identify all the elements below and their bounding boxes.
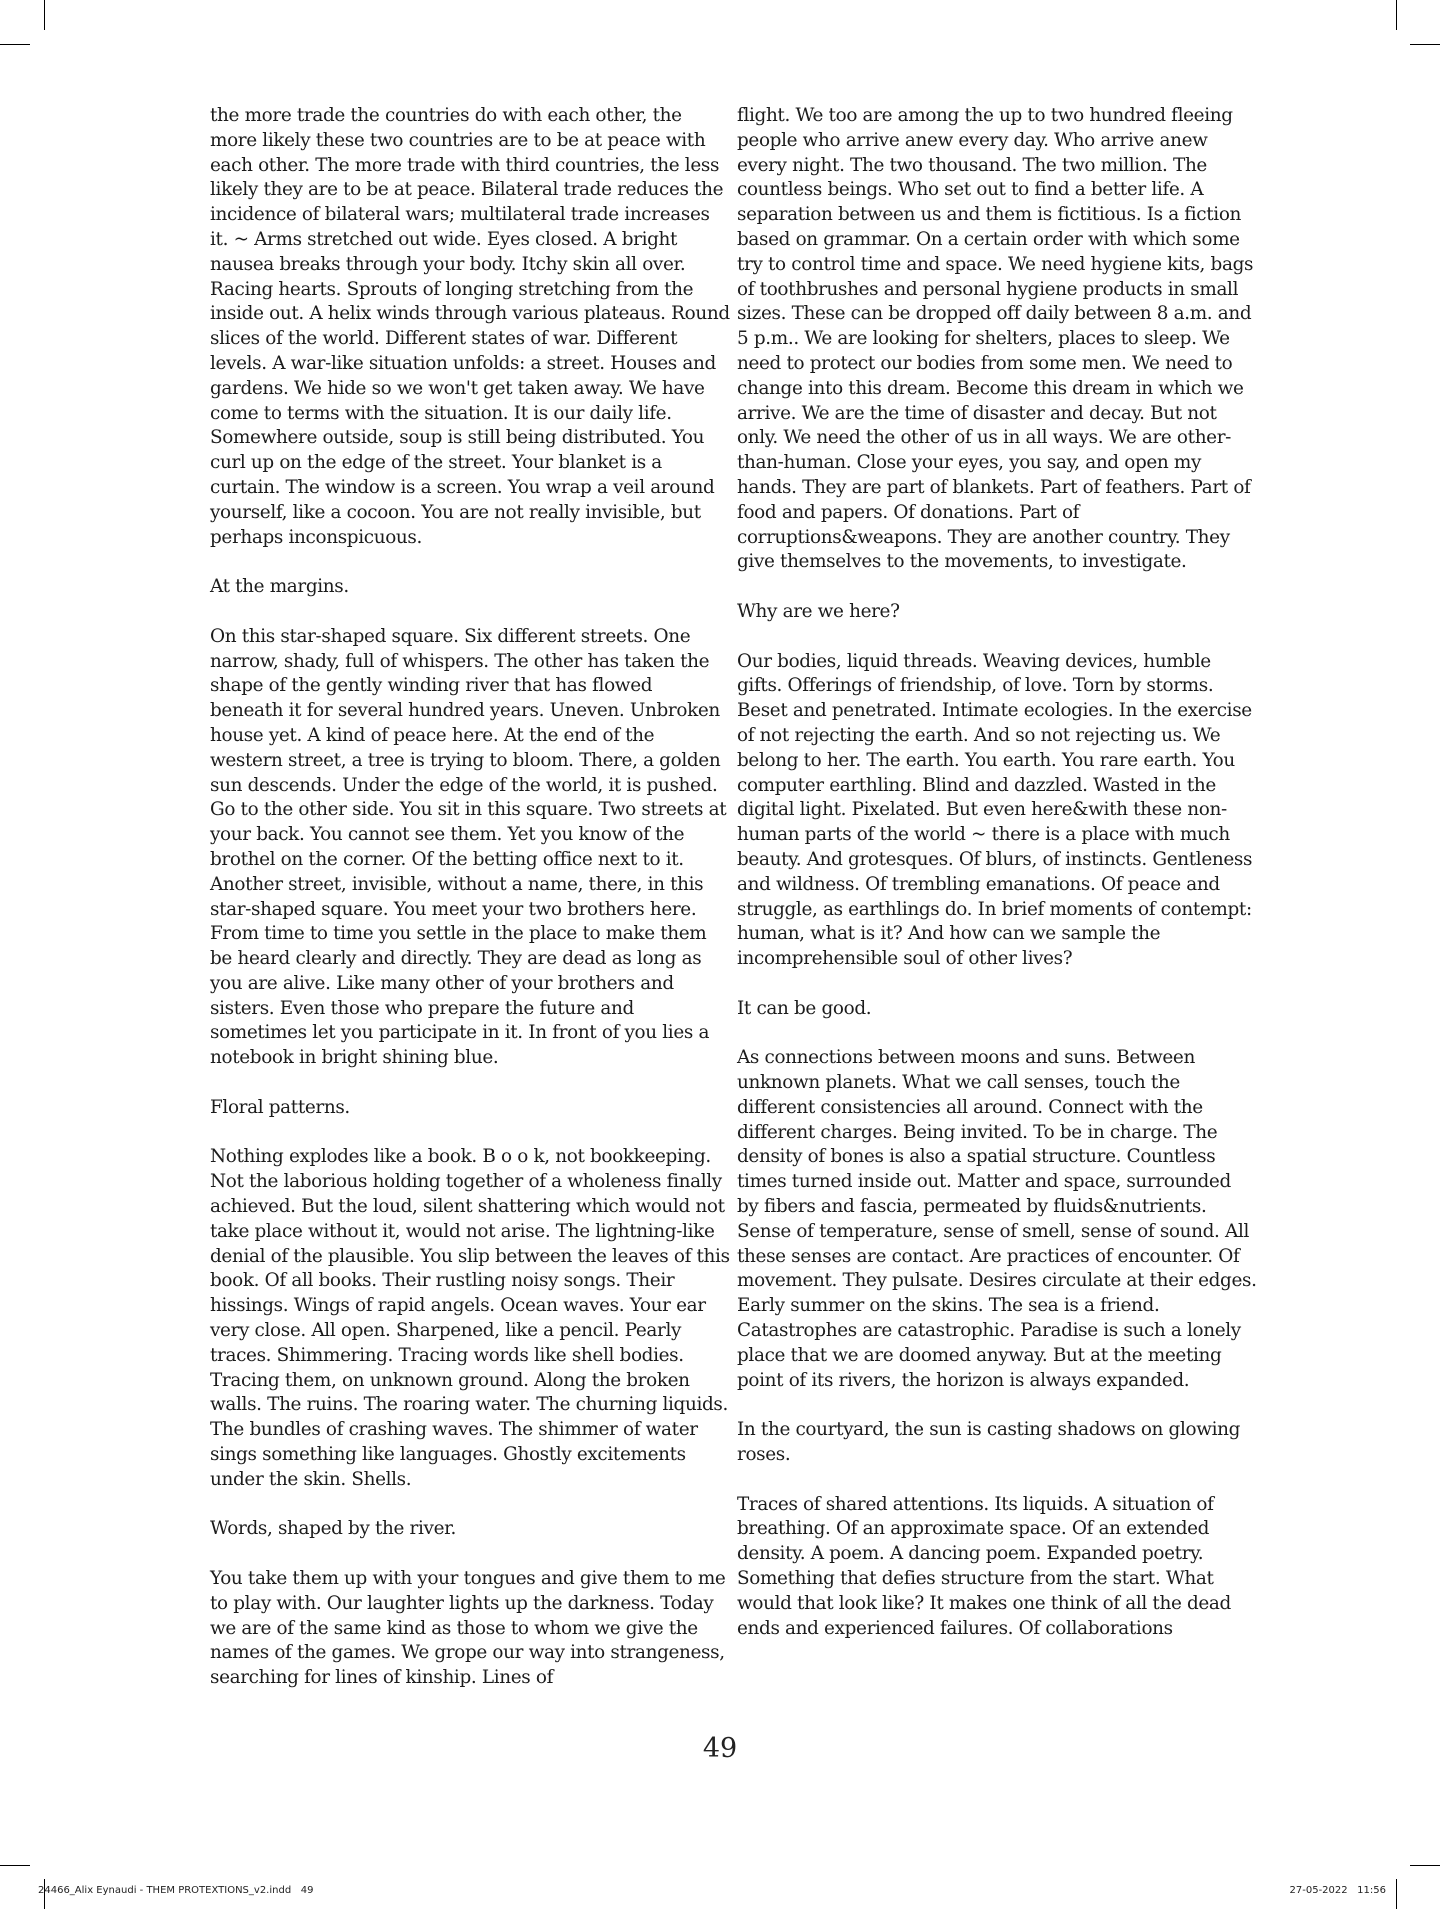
paragraph: Traces of shared attentions. Its liquids. A situation of breathing. Of an approximate space. Of an extended density. A poem. A dancing poem. Expanded poetry. Something that defies structure from the start. What would that look like? It makes one think of all the dead ends and experienced failures. Of collaborations bbox=[737, 1493, 1231, 1639]
paragraph: the more trade the countries do with each other, the more likely these two countries are to be at peace with each other. The more trade with third countries, the less likely they are to be at peace. Bilateral trade reduces the incidence of bilateral wars; multilateral trade increases it. ~ Arms stretched out wide. Eyes closed. A bright nausea breaks through your body. Itchy skin all over. Racing hearts. Sprouts of longing stretching from the inside out. A helix winds through various plateaus. Round slices of the world. Different states of war. Different levels. A war-like situation unfolds: a street. Houses and gardens. We hide so we won't get taken away. We have come to terms with the situation. It is our daily life. Somewhere outside, soup is still being distributed. You curl up on the edge of the street. Your blanket is a curtain. The window is a screen. You wrap a veil around yourself, like a cocoon. You are not really invisible, but perhaps inconspicuous. bbox=[210, 105, 730, 548]
crop-mark-top-right-vertical bbox=[1396, 0, 1397, 30]
paragraph: Floral patterns. bbox=[210, 1096, 350, 1118]
right-text-column bbox=[737, 104, 1257, 1666]
paragraph: flight. We too are among the up to two hundred fleeing people who arrive anew every day. Who arrive anew every night. The two thousand. The two million. The countless beings. Who set out to find a better life. A separation between us and them is fictitious. Is a fiction based on grammar. On a certain order with which some try to control time and space. We need hygiene kits, bags of toothbrushes and personal hygiene products in small sizes. These can be dropped off daily between 8 a.m. and 5 p.m.. We are looking for shelters, places to sleep. We need to protect our bodies from some men. We need to change into this dream. Become this dream in which we arrive. We are the time of disaster and decay. But not only. We need the other of us in all ways. We are other-than-human. Close your eyes, you say, and open my hands. They are part of blankets. Part of feathers. Part of food and papers. Of donations. Part of corruptions&weapons. They are another country. They give themselves to the movements, to investigate. bbox=[737, 105, 1254, 573]
left-text-column bbox=[210, 104, 730, 1716]
paragraph: As connections between moons and suns. Between unknown planets. What we call senses, touch the different consistencies all around. Connect with the different charges. Being invited. To be in charge. The density of bones is also a spatial structure. Countless times turned inside out. Matter and space, surrounded by fibers and fascia, permeated by fluids&nutrients. Sense of temperature, sense of smell, sense of sound. All these senses are contact. Are practices of encounter. Of movement. They pulsate. Desires circulate at their edges. Early summer on the skins. The sea is a friend. Catastrophes are catastrophic. Paradise is such a lonely place that we are doomed anyway. But at the meeting point of its rivers, the horizon is always expanded. bbox=[737, 1047, 1257, 1391]
crop-mark-bottom-left-horizontal bbox=[0, 1865, 30, 1866]
print-slug-timestamp: 27-05-2022 11:56 bbox=[1289, 1885, 1386, 1896]
crop-mark-bottom-right-horizontal bbox=[1410, 1865, 1440, 1866]
paragraph: Our bodies, liquid threads. Weaving devices, humble gifts. Offerings of friendship, of love. Torn by storms. Beset and penetrated. Intimate ecologies. In the exercise of not rejecting the earth. And so not rejecting us. We belong to her. The earth. You earth. You rare earth. You computer earthling. Blind and dazzled. Wasted in the digital light. Pixelated. But even here&with these non-human parts of the world ~ there is a place with much beauty. And grotesques. Of blurs, of instincts. Gentleness and wildness. Of trembling emanations. Of peace and struggle, as earthlings do. In brief moments of contempt: human, what is it? And how can we sample the incomprehensible soul of other lives? bbox=[737, 650, 1253, 970]
paragraph: It can be good. bbox=[737, 997, 872, 1019]
paragraph: In the courtyard, the sun is casting shadows on glowing roses. bbox=[737, 1419, 1241, 1466]
paragraph: Words, shaped by the river. bbox=[210, 1518, 457, 1540]
print-slug-filename: 24466_Alix Eynaudi - THEM PROTEXTIONS_v2.indd 49 bbox=[38, 1885, 314, 1896]
paragraph: Why are we here? bbox=[737, 600, 900, 622]
page-number: 49 bbox=[702, 1733, 738, 1764]
paragraph: On this star-shaped square. Six different streets. One narrow, shady, full of whispers. The other has taken the shape of the gently winding river that has flowed beneath it for several hundred years. Uneven. Unbroken house yet. A kind of peace here. At the end of the western street, a tree is trying to bloom. There, a golden sun descends. Under the edge of the world, it is pushed. Go to the other side. You sit in this square. Two streets at your back. You cannot see them. Yet you know of the brothel on the corner. Of the betting office next to it. Another street, invisible, without a name, there, in this star-shaped square. You meet your two brothers here. From time to time you settle in the place to make them be heard clearly and directly. They are dead as long as you are alive. Like many other of your brothers and sisters. Even those who prepare the future and sometimes let you participate in it. In front of you lies a notebook in bright shining blue. bbox=[210, 625, 727, 1069]
crop-mark-bottom-right-vertical bbox=[1396, 1879, 1397, 1909]
paragraph: Nothing explodes like a book. B o o k, not bookkeeping. Not the laborious holding together of a wholeness finally achieved. But the loud, silent shattering which would not take place without it, would not arise. The lightning-like denial of the plausible. You slip between the leaves of this book. Of all books. Their rustling noisy songs. Their hissings. Wings of rapid angels. Ocean waves. Your ear very close. All open. Sharpened, like a pencil. Pearly traces. Shimmering. Tracing words like shell bodies. Tracing them, on unknown ground. Along the broken walls. The ruins. The roaring water. The churning liquids. The bundles of crashing waves. The shimmer of water sings something like languages. Ghostly excitements under the skin. Shells. bbox=[210, 1146, 730, 1490]
paragraph: You take them up with your tongues and give them to me to play with. Our laughter lights up the darkness. Today we are of the same kind as those to whom we give the names of the games. We grope our way into strangeness, searching for lines of kinship. Lines of bbox=[210, 1568, 726, 1689]
crop-mark-top-left-vertical bbox=[44, 0, 45, 30]
crop-mark-top-left-horizontal bbox=[0, 44, 30, 45]
crop-mark-top-right-horizontal bbox=[1410, 44, 1440, 45]
paragraph: At the margins. bbox=[210, 576, 349, 598]
